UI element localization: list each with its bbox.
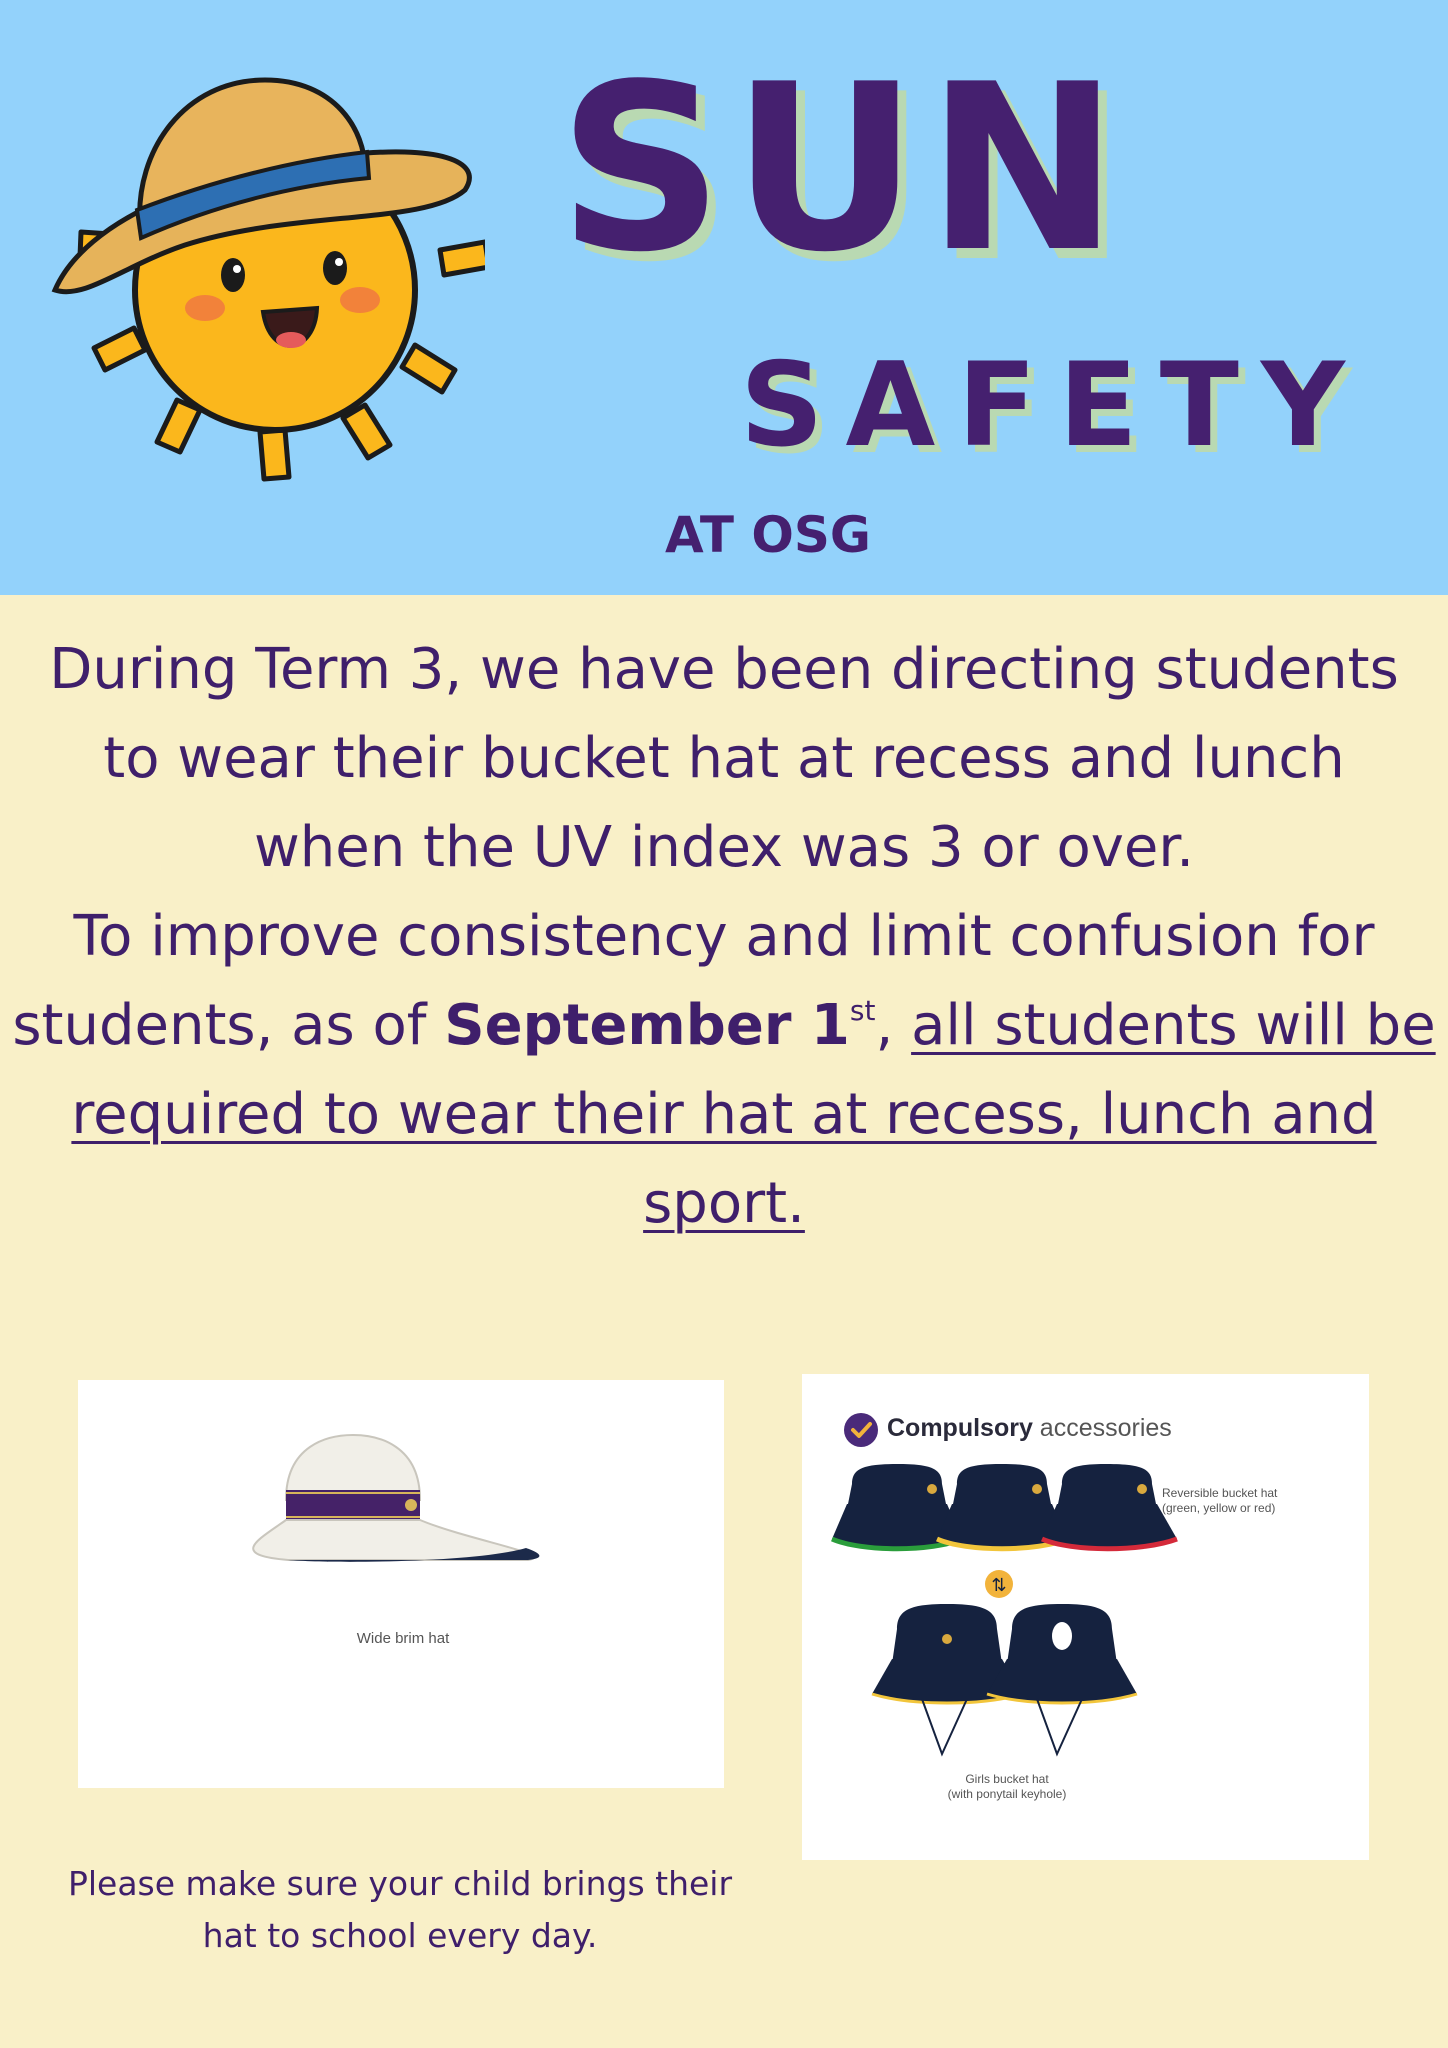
requirement-text: required to wear their hat at recess, lunch and — [71, 1082, 1377, 1147]
notice-line: when the UV index was 3 or over. — [254, 815, 1194, 880]
title-sun: SUN — [558, 36, 1127, 303]
notice-text: students, as of — [12, 993, 445, 1058]
reversible-caption-line: Reversible bucket hat — [1162, 1486, 1278, 1500]
wide-brim-caption: Wide brim hat — [356, 1630, 450, 1647]
wide-brim-hat-icon — [78, 1380, 724, 1788]
requirement-text: all students will be — [911, 993, 1436, 1058]
notice-paragraph — [0, 625, 1448, 1248]
notice-line: to wear their bucket hat at recess and lunch — [103, 726, 1345, 791]
check-circle-icon — [843, 1412, 879, 1448]
wide-brim-hat-image — [78, 1380, 724, 1788]
footer-line: Please make sure your child brings their — [67, 1864, 733, 1903]
reversible-caption-line: (green, yellow or red) — [1162, 1501, 1276, 1515]
title-safety: SAFETY — [740, 338, 1367, 473]
girls-caption — [907, 1772, 1107, 1802]
compulsory-heading — [887, 1414, 1172, 1443]
date-suffix: st — [849, 994, 876, 1027]
footer-note — [40, 1858, 760, 1962]
footer-line: hat to school every day. — [202, 1916, 598, 1955]
girls-caption-line: Girls bucket hat — [965, 1772, 1049, 1786]
girls-caption-line: (with ponytail keyhole) — [947, 1787, 1067, 1801]
notice-line — [0, 1159, 1448, 1248]
sun-mascot-icon — [45, 60, 485, 510]
compulsory-light: accessories — [1032, 1414, 1172, 1442]
notice-line: During Term 3, we have been directing students — [49, 637, 1399, 702]
notice-line: To improve consistency and limit confusion for — [73, 904, 1375, 969]
svg-text:⇅: ⇅ — [991, 1575, 1007, 1596]
reversible-caption — [1162, 1486, 1277, 1516]
notice-text: , — [875, 993, 912, 1058]
compulsory-accessories-image — [802, 1374, 1369, 1860]
title-at-osg: AT OSG — [665, 506, 871, 564]
requirement-text: sport. — [643, 1171, 805, 1236]
date-highlight: September 1 — [444, 993, 850, 1058]
compulsory-bold: Compulsory — [887, 1414, 1033, 1442]
notice-line — [0, 981, 1448, 1070]
